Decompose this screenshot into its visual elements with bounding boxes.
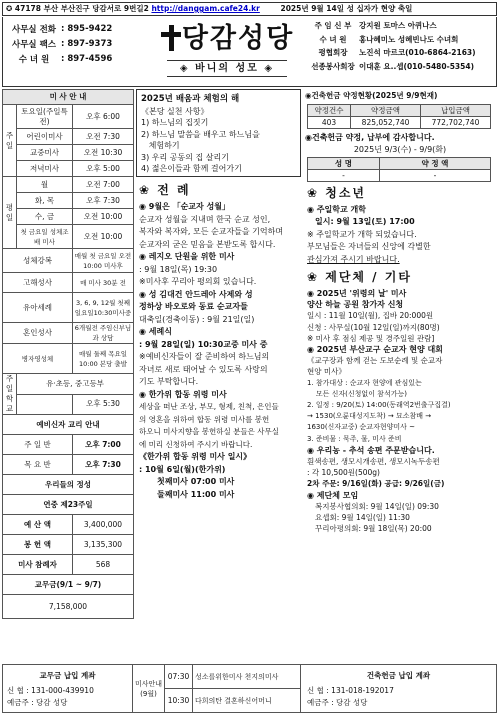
fund-table (307, 104, 491, 129)
fund-cell: 825,052,740 (351, 116, 421, 128)
mass-intention-text: 성소를위한미사 천지의미사 (193, 665, 301, 689)
contact-label: 사무실 전화 (11, 24, 56, 35)
group-line: ◉ 2025년 '위령의 날' 미사 (307, 289, 407, 298)
liturgy-line: 둘째미사 11:00 미사 (157, 489, 235, 499)
prep-time: 오후 7:30 (73, 455, 134, 475)
tithe-account-owner: 예금주 : 당감 성당 (7, 698, 68, 707)
liturgy-section (136, 177, 301, 503)
middle-column (136, 89, 301, 662)
groups-title: ❀ 제단체 / 기타 (307, 270, 412, 284)
mass-time: 오전 7:00 (73, 177, 134, 193)
liturgy-line: 에 미리 신청하여 주시기 바랍니다. (139, 439, 253, 449)
offering-subtitle: 연중 제23주일 (3, 495, 134, 515)
contact-label: 수 녀 원 (18, 54, 50, 65)
group-line: 현양 미사》 (307, 367, 346, 377)
top-bar (2, 2, 497, 16)
offering-value: 568 (73, 555, 134, 575)
youth-line: ◉ 주일학교 개학 (307, 204, 366, 214)
fund-header: 약정건수 (308, 104, 351, 116)
liturgy-line: 대축일(경축이동) : 9월 21일(일) (139, 314, 255, 324)
offering-label: 예 산 액 (3, 515, 73, 535)
sacrament-info: 매 미사 30분 전 (73, 273, 134, 293)
sacrament-label: 유아세례 (3, 293, 73, 323)
footer (2, 664, 497, 713)
church-name: 당감성당 (181, 23, 295, 54)
building-account (301, 665, 497, 713)
fund-cell: 403 (308, 116, 351, 128)
church-url-link[interactable]: http://danggam.cafe24.kr (151, 4, 260, 13)
mass-time: 오후 5:00 (73, 161, 134, 177)
mass-title: 미 사 안 내 (3, 90, 134, 105)
thanks-cell: - (379, 169, 490, 181)
liturgy-line: 《한가위 합동 위령 미사 일시》 (139, 452, 252, 461)
sacrament-info: 매월 둘째 목요일 10:00 본당 출발 (73, 344, 134, 374)
prep-time: 오후 7:00 (73, 435, 134, 455)
liturgy-line: 첫째미사 07:00 미사 (157, 477, 235, 486)
thanks-period: 2025년 9/3(수) - 9/9(화) (353, 145, 447, 154)
sacrament-info: 6개월전 주임신부님과 상담 (73, 323, 134, 344)
right-column (303, 89, 497, 662)
mass-day: 월 (17, 177, 73, 193)
group-line: ◉ 제단체 모임 (307, 490, 359, 500)
group-line: 2. 일정 : 9/20(토) 14:00(동래역2번출구집결) (307, 401, 451, 410)
tithe-account (3, 665, 133, 713)
group-line: 요셉회: 9월 14일(일) 11:30 (315, 513, 410, 523)
staff-label: 선종봉사회장 (311, 61, 355, 71)
prep-class: 주 일 반 (3, 435, 73, 455)
thanks-cell: - (308, 169, 380, 181)
mass-intention-text: 다희의탄 결혼하신어머니 (193, 689, 301, 713)
offering-value: 3,135,300 (73, 535, 134, 555)
sunday-label: 주일 (3, 105, 17, 177)
liturgy-line: 복자와 복자와, 모든 순교자들을 기억하며 (139, 227, 284, 236)
offering-value: 3,400,000 (73, 515, 134, 535)
staff-label: 주 임 신 부 (314, 21, 352, 31)
group-line: : 각 10,500원(500g) (307, 468, 380, 478)
staff-label: 평협회장 (318, 48, 348, 58)
liturgy-line: : 9월 18일(목) 19:30 (139, 264, 218, 274)
offering-label: 봉 헌 액 (3, 535, 73, 555)
liturgy-line: ※미사후 꾸리아 평의회 있습니다. (139, 277, 257, 286)
youth-line: 일시: 9월 13일(토) 17:00 (315, 217, 415, 226)
group-line: ◉ 2025년 부산교구 순교자 현양 대회 (307, 345, 443, 355)
tithe-account-number: 신 협 : 131-000-439910 (7, 686, 94, 695)
staff-value: 이대훈 요..셉(010-5480-5354) (359, 61, 475, 71)
liturgy-line: : 10월 6일(월)(한가위) (139, 464, 226, 474)
youth-title: ❀ 청소년 (307, 185, 367, 200)
mass-name: 어린이미사 (17, 129, 73, 145)
mass-name: 저녁미사 (17, 161, 73, 177)
group-line: 3. 준비물 : 묵주, 물, 미사 준비 (307, 434, 402, 443)
theme-subtitle: 《본당 실천 사항》 (141, 106, 209, 116)
sacrament-label: 병자영성체 (3, 344, 73, 374)
group-line: → 1530(오륜대성지도착) → 묘소참배 → (307, 412, 432, 421)
tithe-account-title: 교무금 납입 계좌 (39, 671, 96, 680)
sacrament-info: 3, 6, 9, 12월 첫째일요일10:30미사중 (73, 293, 134, 323)
cross-icon (160, 25, 182, 51)
fund-cell: 772,702,740 (421, 116, 491, 128)
mass-name: 교중미사 (17, 145, 73, 161)
group-line: ※ 미사 후 점심 제공 및 경주일원 관람] (307, 333, 435, 343)
thanks-table (307, 157, 491, 182)
theme-item: 3) 우리 공동의 집 살리기 (141, 152, 229, 162)
liturgy-line: ◉ 레지오 단원을 위한 미사 (139, 252, 235, 261)
church-address: ✪ 47178 부산 부산진구 당감서로 9번길2 (6, 4, 149, 13)
group-line: 신청 : 사무실(10월 12일(일)까지(80명) (307, 322, 440, 332)
group-line: ◉ 우리농 - 추석 송편 주문받습니다. (307, 445, 435, 455)
groups-section (303, 266, 497, 534)
mass-day: 첫 금요일 성체조배 미사 (17, 225, 73, 249)
liturgy-line: 세상을 떠난 조상, 부모, 형제, 친척, 은인들 (139, 402, 279, 411)
school-time: 오후 5:30 (73, 394, 134, 415)
mass-intention-time: 10:30 (165, 689, 193, 713)
liturgy-line: ◉ 한가위 합동 위령 미사 (139, 389, 227, 399)
staff-value: 노진석 마르코(010-6864-2163) (359, 48, 476, 58)
sacrament-label: 성체강복 (3, 249, 73, 273)
mass-name: 토요일(주일특전) (17, 105, 73, 129)
theme-item: 체험하기 (141, 141, 180, 150)
staff-value: 홍나혜미노 성혜빈나도 수녀회 (359, 34, 459, 44)
group-line: 일시 : 11월 10일(월), 집바 20:000원 (307, 311, 434, 321)
group-line: 양산 하늘 공원 참가자 신청 (307, 300, 404, 310)
youth-line: 부모님들은 자녀들의 신앙에 각별한 (307, 242, 431, 251)
offering-label: 교무금(9/1 ~ 9/7) (3, 575, 134, 595)
liturgy-line: : 9월 28일(일) 10:30교중 미사 중 (139, 339, 268, 349)
mass-time: 오전 10:00 (73, 225, 134, 249)
staff-value: 강지원 토마스 아퀴나스 (359, 21, 437, 31)
sacrament-label: 혼인성사 (3, 323, 73, 344)
fund-header: 약정금액 (351, 104, 421, 116)
contact-label: 사무실 팩스 (11, 39, 56, 50)
offering-label: 미사 참례자 (3, 555, 73, 575)
group-line: 흰색송편, 생모시개송편, 생모시녹두송편 (307, 457, 440, 467)
mass-time: 오전 10:00 (73, 209, 134, 225)
weekday-label: 평일 (3, 177, 17, 249)
group-line: 1. 참가대상 : 순교자 현양에 관심있는 (307, 378, 422, 387)
mass-intention-label: 미사안내(9월) (133, 665, 165, 713)
theme-title: 2025년 배움과 체험의 해 (141, 94, 240, 104)
building-account-title: 건축헌금 납입 계좌 (366, 671, 431, 680)
liturgy-line: 의 영혼을 위하여 합동 위령 미사를 봉헌 (139, 414, 270, 424)
liturgy-line: ◉ 성 김대건 안드레아 사제와 성 (139, 289, 253, 299)
liturgy-line: ◉ 세례식 (139, 327, 172, 336)
group-line: 2차 주문: 9/16일(화) 공급: 9/26일(금) (307, 479, 445, 489)
youth-line: 관심가져 주시기 바랍니다. (307, 254, 400, 264)
theme-item: 4) 젊은이들과 함께 걸어가기 (141, 164, 242, 173)
mass-time: 오전 7:30 (73, 129, 134, 145)
mass-day: 화, 목 (17, 193, 73, 209)
theme-item: 1) 하느님의 집짓기 (141, 118, 209, 127)
mass-time: 오후 6:00 (73, 105, 134, 129)
convent-number: : 897-4596 (61, 53, 113, 64)
sacrament-info: 매월 첫 금요일 오전 10:00 미사후 (73, 249, 134, 273)
liturgy-line: 하오니 미사지향을 봉헌하실 분들은 사무실 (139, 427, 279, 436)
group-line: 복지봉사협의회: 9월 14일(일) 09:30 (315, 501, 439, 511)
group-line: 꾸리아평의회: 9월 18일(목) 20:00 (315, 524, 432, 534)
school-label: 주일학교 (3, 374, 17, 415)
liturgy-line: 정하상 바오로와 동료 순교자들 (139, 302, 248, 311)
building-account-owner: 예금주 : 당감 성당 (307, 698, 368, 707)
liturgy-line: 자녀로 새로 태어날 수 있도록 사랑의 (139, 364, 268, 374)
building-account-number: 신 협 : 131-018-192017 (307, 686, 394, 695)
liturgy-line: 순교자 성월을 지내며 한국 순교 성인, (139, 214, 271, 224)
church-title (153, 20, 301, 84)
thanks-header: 성 명 (308, 157, 380, 169)
staff-label: 수 녀 원 (319, 34, 347, 44)
fund-header: 납입금액 (421, 104, 491, 116)
thanks-text: ◉건축헌금 약정, 납부에 감사합니다. (305, 132, 435, 142)
group-line: 모든 신자(신청없이 참석가능) (307, 389, 407, 398)
liturgy-line: ◉ 9월은 「순교자 성월」 (139, 202, 230, 211)
group-line: 《교구장과 함께 걷는 도보순례 및 순교자 (307, 356, 443, 366)
staff-info (307, 19, 496, 73)
youth-line: ※ 주일학교가 개학 되었습니다. (307, 229, 417, 239)
prep-class: 목 요 반 (3, 455, 73, 475)
offering-value: 7,158,000 (3, 595, 134, 619)
mass-time: 오후 7:30 (73, 193, 134, 209)
youth-section (303, 182, 497, 267)
phone-number: : 895-9422 (61, 23, 113, 34)
mass-day: 수, 금 (17, 209, 73, 225)
school-dept: 유·초등, 중고등부 (17, 374, 134, 395)
church-patron: ◈ 바니의 성모 ◈ (167, 60, 287, 77)
contact-info (7, 21, 142, 66)
bulletin-date: 2025년 9월 14일 성 십자가 현양 축일 (280, 4, 413, 13)
mass-intention-time: 07:30 (165, 665, 193, 689)
liturgy-line: 기도 부탁합니다. (139, 377, 199, 386)
school-dept (17, 394, 73, 415)
sacrament-label: 고해성사 (3, 273, 73, 293)
liturgy-title: ❀ 전 례 (139, 183, 191, 197)
fund-title: ◉건축헌금 약정현황(2025년 9/9현재) (305, 91, 438, 100)
fax-number: : 897-9373 (61, 38, 113, 49)
group-line: 1630(신자교중) 순교자현양미사 ~ (307, 423, 415, 432)
header (2, 17, 497, 87)
prep-title: 예비신자 교리 안내 (3, 415, 134, 435)
theme-item: 2) 하느님 말씀을 배우고 하느님을 (141, 129, 260, 139)
mass-schedule (2, 89, 134, 662)
offering-title: 우리들의 정성 (3, 475, 134, 495)
liturgy-line: 순교자의 굳은 믿음을 본받도록 합시다. (139, 239, 276, 249)
parish-theme (136, 89, 301, 177)
liturgy-line: ※예비신자들이 잘 준비하여 하느님의 (139, 352, 270, 361)
mass-time: 오전 10:30 (73, 145, 134, 161)
thanks-header: 약 정 액 (379, 157, 490, 169)
